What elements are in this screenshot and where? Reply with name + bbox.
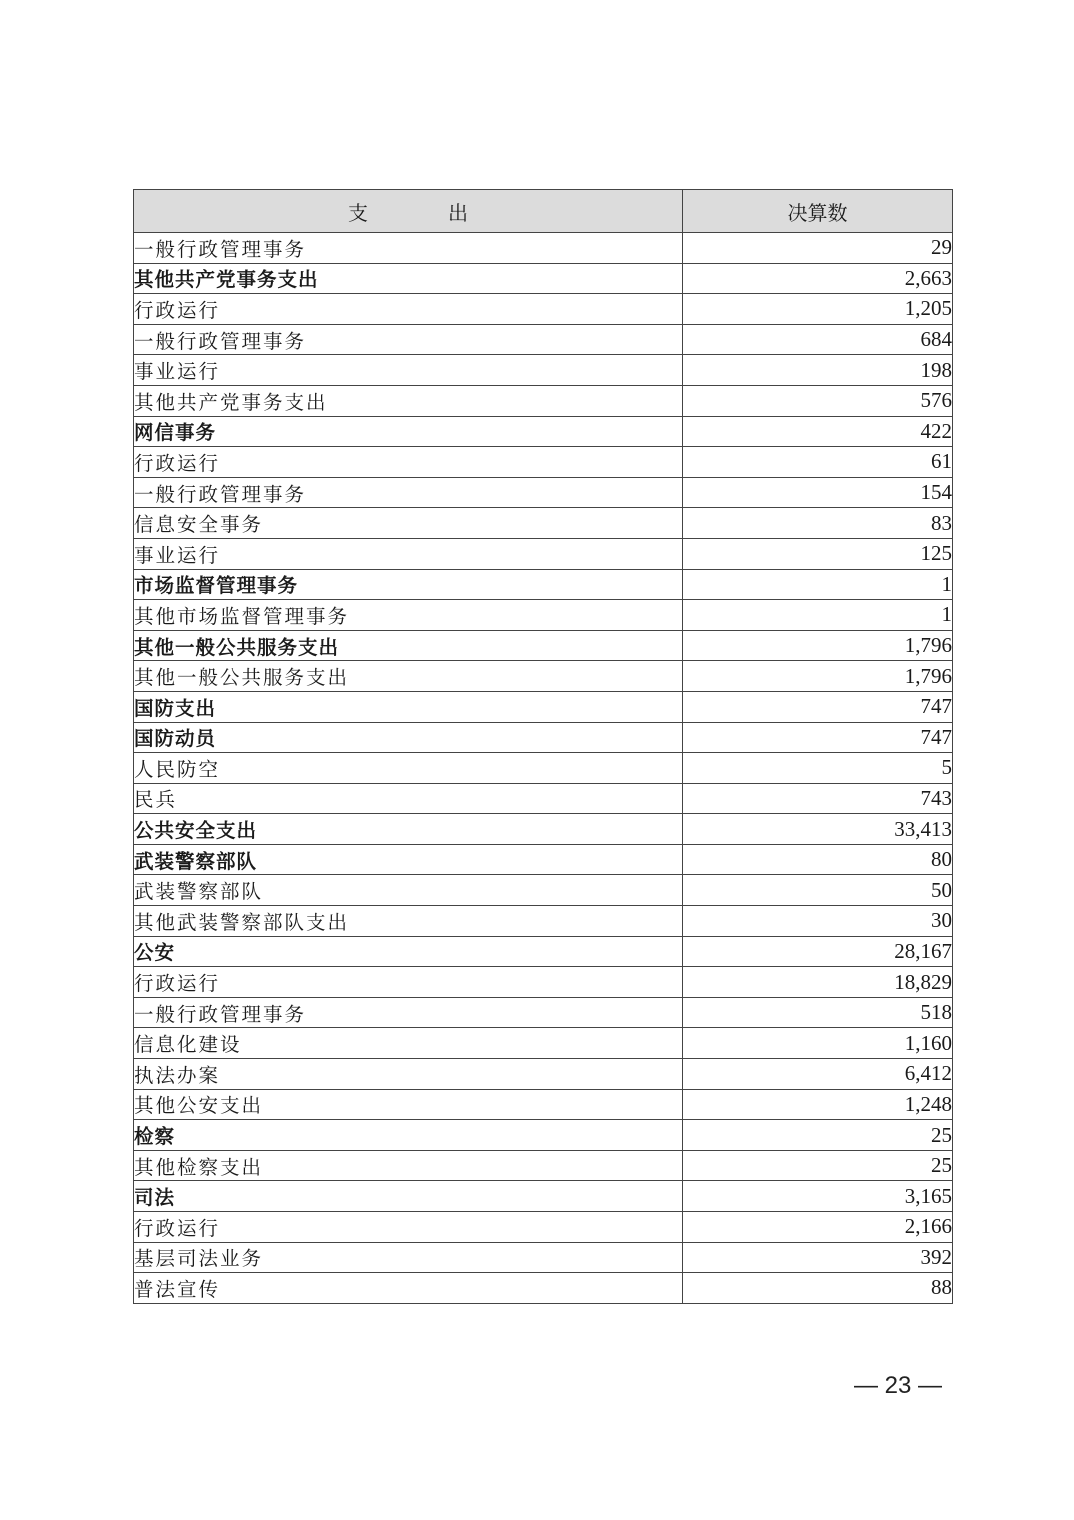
table-row <box>134 967 953 998</box>
table-row <box>134 1120 953 1151</box>
row-item-amount: 6,412 <box>683 1059 953 1090</box>
row-item-name: 事业运行 <box>134 538 683 569</box>
table-row <box>134 844 953 875</box>
row-item-amount: 50 <box>683 875 953 906</box>
row-item-name: 国防动员 <box>134 722 683 753</box>
row-item-amount: 747 <box>683 722 953 753</box>
row-item-name: 检察 <box>134 1120 683 1151</box>
row-item-name: 事业运行 <box>134 355 683 386</box>
table-row <box>134 1242 953 1273</box>
row-item-amount: 1,160 <box>683 1028 953 1059</box>
table-row <box>134 600 953 631</box>
table-row <box>134 1212 953 1243</box>
row-item-amount: 2,166 <box>683 1212 953 1243</box>
row-item-name: 一般行政管理事务 <box>134 997 683 1028</box>
row-item-name: 其他武装警察部队支出 <box>134 906 683 937</box>
header-expenditure-left: 支 <box>348 200 368 225</box>
row-item-amount: 83 <box>683 508 953 539</box>
table-row <box>134 1089 953 1120</box>
row-item-name: 武装警察部队 <box>134 844 683 875</box>
row-item-name: 司法 <box>134 1181 683 1212</box>
row-item-amount: 518 <box>683 997 953 1028</box>
row-item-amount: 5 <box>683 753 953 784</box>
row-item-name: 武装警察部队 <box>134 875 683 906</box>
expenditure-table <box>133 189 953 1304</box>
table-row <box>134 538 953 569</box>
row-item-name: 其他共产党事务支出 <box>134 385 683 416</box>
row-item-name: 民兵 <box>134 783 683 814</box>
row-item-amount: 33,413 <box>683 814 953 845</box>
row-item-amount: 747 <box>683 691 953 722</box>
row-item-name: 行政运行 <box>134 1212 683 1243</box>
table-row <box>134 814 953 845</box>
table-row <box>134 477 953 508</box>
row-item-amount: 198 <box>683 355 953 386</box>
row-item-amount: 25 <box>683 1120 953 1151</box>
row-item-name: 其他检察支出 <box>134 1150 683 1181</box>
table-row <box>134 508 953 539</box>
row-item-name: 普法宣传 <box>134 1273 683 1304</box>
table-row <box>134 691 953 722</box>
row-item-amount: 1 <box>683 569 953 600</box>
table-row <box>134 1028 953 1059</box>
row-item-amount: 88 <box>683 1273 953 1304</box>
row-item-name: 网信事务 <box>134 416 683 447</box>
table-row <box>134 355 953 386</box>
table-body <box>134 233 953 1304</box>
table-row <box>134 661 953 692</box>
row-item-amount: 576 <box>683 385 953 416</box>
table-row <box>134 753 953 784</box>
row-item-amount: 30 <box>683 906 953 937</box>
row-item-name: 一般行政管理事务 <box>134 324 683 355</box>
row-item-name: 市场监督管理事务 <box>134 569 683 600</box>
table-header-row <box>134 190 953 233</box>
row-item-amount: 1,796 <box>683 661 953 692</box>
row-item-amount: 2,663 <box>683 263 953 294</box>
row-item-amount: 1 <box>683 600 953 631</box>
row-item-amount: 25 <box>683 1150 953 1181</box>
row-item-name: 其他公安支出 <box>134 1089 683 1120</box>
row-item-amount: 1,796 <box>683 630 953 661</box>
table-row <box>134 233 953 264</box>
row-item-amount: 684 <box>683 324 953 355</box>
row-item-name: 其他一般公共服务支出 <box>134 661 683 692</box>
table-row <box>134 324 953 355</box>
row-item-name: 人民防空 <box>134 753 683 784</box>
row-item-amount: 743 <box>683 783 953 814</box>
row-item-name: 信息安全事务 <box>134 508 683 539</box>
table-row <box>134 1273 953 1304</box>
table-row <box>134 630 953 661</box>
table-row <box>134 722 953 753</box>
table-row <box>134 385 953 416</box>
row-item-amount: 61 <box>683 447 953 478</box>
row-item-amount: 3,165 <box>683 1181 953 1212</box>
row-item-name: 一般行政管理事务 <box>134 477 683 508</box>
table-row <box>134 1150 953 1181</box>
table-row <box>134 783 953 814</box>
row-item-name: 一般行政管理事务 <box>134 233 683 264</box>
header-expenditure <box>134 190 683 233</box>
row-item-amount: 80 <box>683 844 953 875</box>
table-row <box>134 569 953 600</box>
row-item-name: 行政运行 <box>134 967 683 998</box>
row-item-name: 公安 <box>134 936 683 967</box>
row-item-amount: 154 <box>683 477 953 508</box>
row-item-name: 其他一般公共服务支出 <box>134 630 683 661</box>
header-final-amount: 决算数 <box>683 190 953 233</box>
row-item-amount: 28,167 <box>683 936 953 967</box>
row-item-amount: 29 <box>683 233 953 264</box>
row-item-amount: 18,829 <box>683 967 953 998</box>
table-row <box>134 447 953 478</box>
row-item-amount: 1,248 <box>683 1089 953 1120</box>
page-number: — 23 — <box>853 1372 942 1399</box>
row-item-name: 执法办案 <box>134 1059 683 1090</box>
table-row <box>134 1181 953 1212</box>
row-item-name: 其他共产党事务支出 <box>134 263 683 294</box>
row-item-name: 公共安全支出 <box>134 814 683 845</box>
row-item-amount: 125 <box>683 538 953 569</box>
table-row <box>134 936 953 967</box>
table-row <box>134 263 953 294</box>
row-item-amount: 392 <box>683 1242 953 1273</box>
row-item-name: 行政运行 <box>134 447 683 478</box>
header-expenditure-right: 出 <box>448 200 468 225</box>
table-row <box>134 1059 953 1090</box>
row-item-name: 信息化建设 <box>134 1028 683 1059</box>
row-item-name: 国防支出 <box>134 691 683 722</box>
table-row <box>134 997 953 1028</box>
row-item-name: 其他市场监督管理事务 <box>134 600 683 631</box>
row-item-name: 行政运行 <box>134 294 683 325</box>
table-row <box>134 416 953 447</box>
table-row <box>134 875 953 906</box>
table-row <box>134 294 953 325</box>
row-item-name: 基层司法业务 <box>134 1242 683 1273</box>
row-item-amount: 1,205 <box>683 294 953 325</box>
table-row <box>134 906 953 937</box>
row-item-amount: 422 <box>683 416 953 447</box>
